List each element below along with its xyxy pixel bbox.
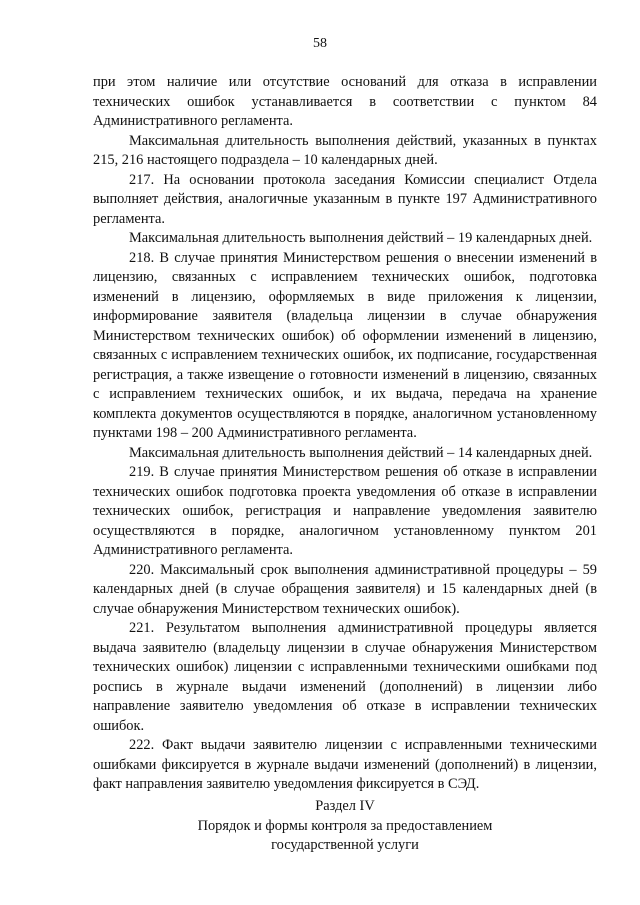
page-number: 58	[313, 36, 327, 51]
section-heading	[93, 797, 597, 856]
paragraph-max-duration-19: Максимальная длительность выполнения действий – 19 календарных дней.	[129, 230, 593, 246]
paragraph-max-duration-14: Максимальная длительность выполнения действий – 14 календарных дней.	[129, 444, 593, 461]
paragraph-218: 218. В случае принятия Министерством решения о внесении изменений в лицензию, связанных с исправлением технических ошибок, подготовка изменений в лицензию, оформляемых в виде приложения к лицензии, информирование заявителя (владельца лицензии в случае обнаружения Министерством технических ошибок) об оформлении изменений в лицензию, связанных с исправлением технических ошибок, их подписание, государственная регистрация, а также извещение о готовности изменений в лицензию, связанных с исправлением технических ошибок, и их выдача, передача на хранение комплекта документов осуществляются в порядке, аналогичном установленному пунктами 198 – 200 Административного регламента.	[93, 249, 597, 441]
paragraph-219: 219. В случае принятия Министерством решения об отказе в исправлении технических ошибок подготовка проекта уведомления об отказе в исправлении технических ошибок, регистрация и направление уведомления заявителю осуществляются в порядке, аналогичном установленному пунктом 201 Административного регламента.	[93, 464, 597, 558]
paragraph-217: 217. На основании протокола заседания Комиссии специалист Отдела выполняет действия, аналогичные указанным в пункте 197 Административного регламента.	[93, 171, 597, 227]
paragraph-max-duration-215-216: Максимальная длительность выполнения действий, указанных в пунктах 215, 216 настоящего подраздела – 10 календарных дней.	[93, 132, 597, 168]
section-title-line-1: Порядок и формы контроля за предоставлением	[197, 817, 493, 834]
section-title-line-2: государственной услуги	[271, 837, 419, 853]
paragraph-220: 220. Максимальный срок выполнения административной процедуры – 59 календарных дней (в случае обращения заявителя) и 15 календарных дней (в случае обнаружения Министерством технических ошибок).	[93, 561, 597, 617]
paragraph-222: 222. Факт выдачи заявителю лицензии с исправленными техническими ошибками фиксируется в журнале выдачи изменений (дополнений) в лицензии, факт направления заявителю уведомления фиксируется в СЭД.	[93, 737, 597, 792]
paragraph-221: 221. Результатом выполнения административной процедуры является выдача заявителю (владельцу лицензии в случае обнаружения Министерством технических ошибок) лицензии с исправленными техническими ошибками под роспись в журнале выдачи изменений (дополнений) в лицензии либо направление заявителю уведомления об отказе в исправлении технических ошибок.	[93, 620, 597, 734]
paragraph-continuation: при этом наличие или отсутствие оснований для отказа в исправлении технических ошибок устанавливается в соответствии с пунктом 84 Административного регламента.	[93, 74, 597, 129]
section-label: Раздел IV	[315, 798, 375, 814]
body-text	[93, 73, 597, 795]
